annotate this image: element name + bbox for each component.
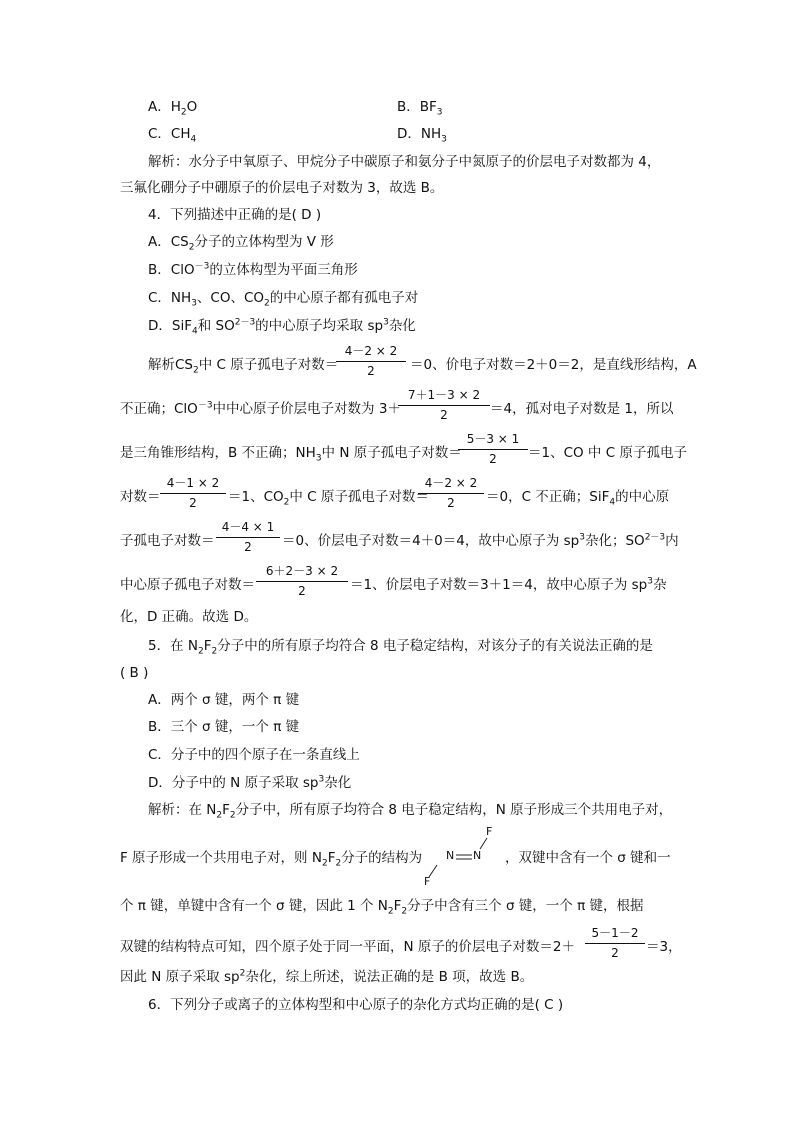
fraction: 4－1 × 2 2 [160,476,226,510]
option-d: D．$NH_3$ [397,126,447,145]
option-c: C．$CH_4$ [148,126,197,145]
analysis-text: 个 π 键，单键中含有一个 σ 键，因此 1 个 $N_2F_2$分子中含有三个 σ 键，一个 π 键，根据 [120,898,644,917]
analysis-text: ＝1、$CO_2$中 C 原子孤电子对数＝ [228,489,429,508]
question-stem: 5．在 $N_2F_2$分子中的所有原子均符合 8 电子稳定结构，对该分子的有关说法正确的是 [148,638,653,657]
question-stem: 4．下列描述中正确的是( D ) [148,207,322,223]
analysis-text: ＝0，C 不正确；SiF$_4$的中心原 [486,489,670,508]
analysis-text: ＝0、价电子对数＝2＋0＝2，是直线形结构，A [410,357,697,373]
analysis-text: ＝1、CO 中 C 原子孤电子 [528,445,687,461]
fraction: 5－1－2 2 [585,926,645,960]
analysis-text: 对数＝ [120,489,161,505]
fraction: 6＋2－3 × 2 2 [256,564,348,598]
fraction: 4－2 × 2 2 [418,476,484,510]
option-a: A．$CS_2$分子的立体构型为 V 形 [148,234,334,253]
analysis-text: 子孤电子对数＝ [120,533,215,549]
answer-mark: ( B ) [120,665,149,681]
option-b: B．$BF_3$ [397,99,443,118]
molecular-structure [424,826,500,888]
option-a: A．$H_2O$ [148,99,198,118]
option-b: B．ClO$^{-3}$的立体构型为平面三角形 [148,261,358,278]
option-d: D．分子中的 N 原子采取 $sp^3$杂化 [148,774,352,791]
option-a: A．两个 σ 键，两个 π 键 [148,692,300,708]
question-stem: 6．下列分子或离子的立体构型和中心原子的杂化方式均正确的是( C ) [148,997,564,1013]
fraction: 4－2 × 2 2 [336,344,406,378]
option-d: D．SiF$_4$和 $SO^{2-3}$的中心原子均采取 $sp^3$杂化 [148,317,416,337]
analysis-text: 解析：水分子中氧原子、甲烷分子中碳原子和氨分子中氮原子的价层电子对数都为 4， [148,154,661,170]
analysis-text: 不正确；ClO$^{-3}$中中心原子价层电子对数为 3＋ [120,400,401,417]
nitrogen-atom: N [473,849,482,862]
option-b: B．三个 σ 键，一个 π 键 [148,719,300,735]
fraction: 5－3 × 1 2 [458,432,528,466]
analysis-text: ＝1、价层电子对数＝3＋1＝4，故中心原子为 $sp^3$杂 [350,576,667,593]
analysis-text: ，双键中含有一个 σ 键和一 [505,850,671,866]
fluorine-atom: F [424,875,431,888]
option-c: C．$NH_3$、CO、$CO_2$的中心原子都有孤电子对 [148,290,419,309]
analysis-text: 解析$CS_2$中 C 原子孤电子对数＝ [148,357,339,376]
analysis-text: 双键的结构特点可知，四个原子处于同一平面，N 原子的价层电子对数＝2＋ [120,939,575,955]
fraction: 7＋1－3 × 2 2 [398,388,490,422]
fraction: 4－4 × 1 2 [216,520,280,554]
option-c: C．分子中的四个原子在一条直线上 [148,747,360,763]
analysis-text: 中心原子孤电子对数＝ [120,577,255,593]
analysis-text: ＝4，孤对电子对数是 1，所以 [490,401,674,417]
analysis-text: 化，D 正确。故选 D。 [120,609,258,625]
analysis-text: 解析：在 $N_2F_2$分子中，所有原子均符合 8 电子稳定结构，N 原子形成三个共用电子对， [148,802,673,821]
analysis-text: 因此 N 原子采取 $sp^2$杂化，综上所述，说法正确的是 B 项，故选 B。 [120,968,534,985]
fluorine-atom: F [486,825,493,838]
analysis-text: 是三角锥形结构，B 不正确；$NH_3$中 N 原子孤电子对数＝ [120,445,462,464]
analysis-text: ＝3， [646,939,682,955]
analysis-text: F 原子形成一个共用电子对，则 $N_2F_2$分子的结构为 [120,850,423,869]
analysis-text: 三氟化硼分子中硼原子的价层电子对数为 3，故选 B。 [120,180,444,196]
nitrogen-atom: N [446,849,455,862]
analysis-text: ＝0、价层电子对数＝4＋0＝4，故中心原子为 $sp^3$杂化；$SO^{2-3}$内 [282,532,679,549]
